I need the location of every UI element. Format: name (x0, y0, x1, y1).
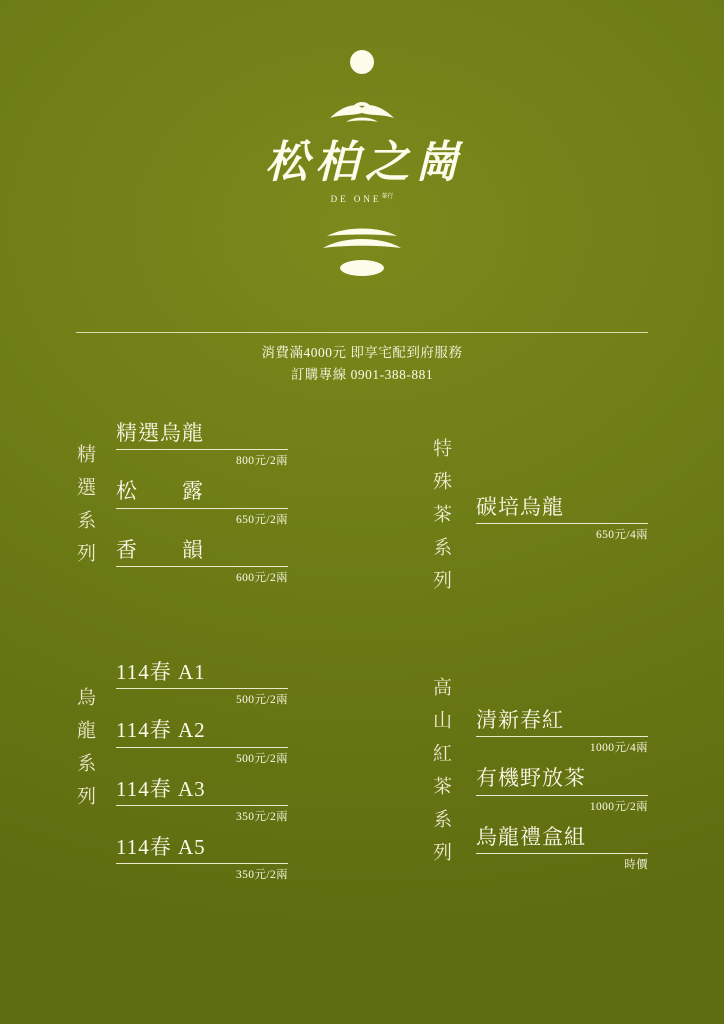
item-name: 清新春紅 (476, 708, 564, 732)
item-rule (476, 736, 648, 737)
item-rule (476, 795, 648, 796)
pine-branch-bottom-icon (317, 222, 407, 282)
item-rule (476, 523, 648, 524)
category-title: 精選系列 (74, 444, 95, 576)
menu-item (116, 659, 288, 707)
item-rule (476, 853, 648, 854)
item-rule (116, 747, 288, 748)
item-rule (116, 508, 288, 509)
pine-branch-top-icon (322, 96, 402, 132)
item-name: 有機野放茶 (476, 766, 586, 791)
divider (76, 332, 648, 333)
category-title: 特殊茶系列 (430, 438, 451, 603)
item-name: 碳培烏龍 (476, 495, 564, 519)
menu-row-top (0, 420, 724, 603)
brand-logo (0, 34, 724, 294)
item-price: 600元/2兩 (236, 571, 288, 584)
item-name: 114春 A2 (116, 718, 206, 743)
delivery-notice (0, 342, 724, 387)
item-rule (116, 805, 288, 806)
item-price: 時價 (624, 858, 648, 871)
item-price: 1000元/4兩 (589, 742, 648, 755)
item-name: 精選烏龍 (116, 421, 204, 445)
item-price: 350元/2兩 (236, 810, 288, 823)
menu-item (476, 494, 648, 542)
item-name: 香 韻 (116, 537, 204, 562)
category-title: 高山紅茶系列 (430, 677, 451, 875)
menu-item (116, 776, 288, 824)
item-price: 1000元/2兩 (589, 800, 648, 813)
item-price: 350元/2兩 (236, 869, 288, 881)
category-items (476, 659, 648, 882)
menu-item (476, 707, 648, 755)
item-price: 800元/2兩 (236, 455, 288, 468)
menu-item (116, 717, 288, 765)
item-price: 500元/2兩 (236, 694, 288, 707)
category-high-mountain-black-tea-series (362, 659, 724, 892)
menu-item (116, 478, 288, 526)
menu-row-bottom (0, 659, 724, 892)
item-price: 650元/2兩 (236, 513, 288, 526)
item-rule (116, 688, 288, 689)
item-rule (116, 566, 288, 567)
notice-line-delivery: 消費滿4000元 即享宅配到府服務 (261, 345, 463, 360)
menu-item (116, 537, 288, 585)
item-name: 114春 A3 (116, 776, 206, 801)
category-items (116, 659, 288, 892)
item-price: 500元/2兩 (236, 752, 288, 765)
item-price: 650元/4兩 (596, 529, 648, 542)
menu-sections (0, 420, 724, 892)
brand-name-en (212, 191, 512, 204)
category-title: 烏龍系列 (74, 687, 95, 819)
category-special-tea-series (362, 420, 724, 603)
item-rule (116, 863, 288, 864)
category-select-series (0, 420, 362, 603)
item-name: 烏龍禮盒組 (476, 824, 586, 849)
brand-name-en-text: DE ONE (330, 193, 382, 204)
menu-item (116, 834, 288, 882)
category-oolong-series (0, 659, 362, 892)
brand-wordmark (212, 138, 512, 204)
notice-line-phone: 訂購專線 0901-388-881 (290, 367, 434, 383)
category-items (116, 420, 288, 595)
menu-item (476, 765, 648, 813)
menu-item (116, 420, 288, 468)
item-name: 114春 A1 (116, 660, 206, 684)
brand-name-cn: 松柏之崗 (265, 138, 465, 187)
category-items (476, 420, 648, 552)
menu-item (476, 824, 648, 872)
moon-icon (350, 50, 374, 74)
item-name: 114春 A5 (116, 834, 206, 859)
item-rule (116, 449, 288, 450)
brand-name-en-mark: 茶行 (381, 193, 394, 200)
item-name: 松 露 (116, 479, 204, 504)
